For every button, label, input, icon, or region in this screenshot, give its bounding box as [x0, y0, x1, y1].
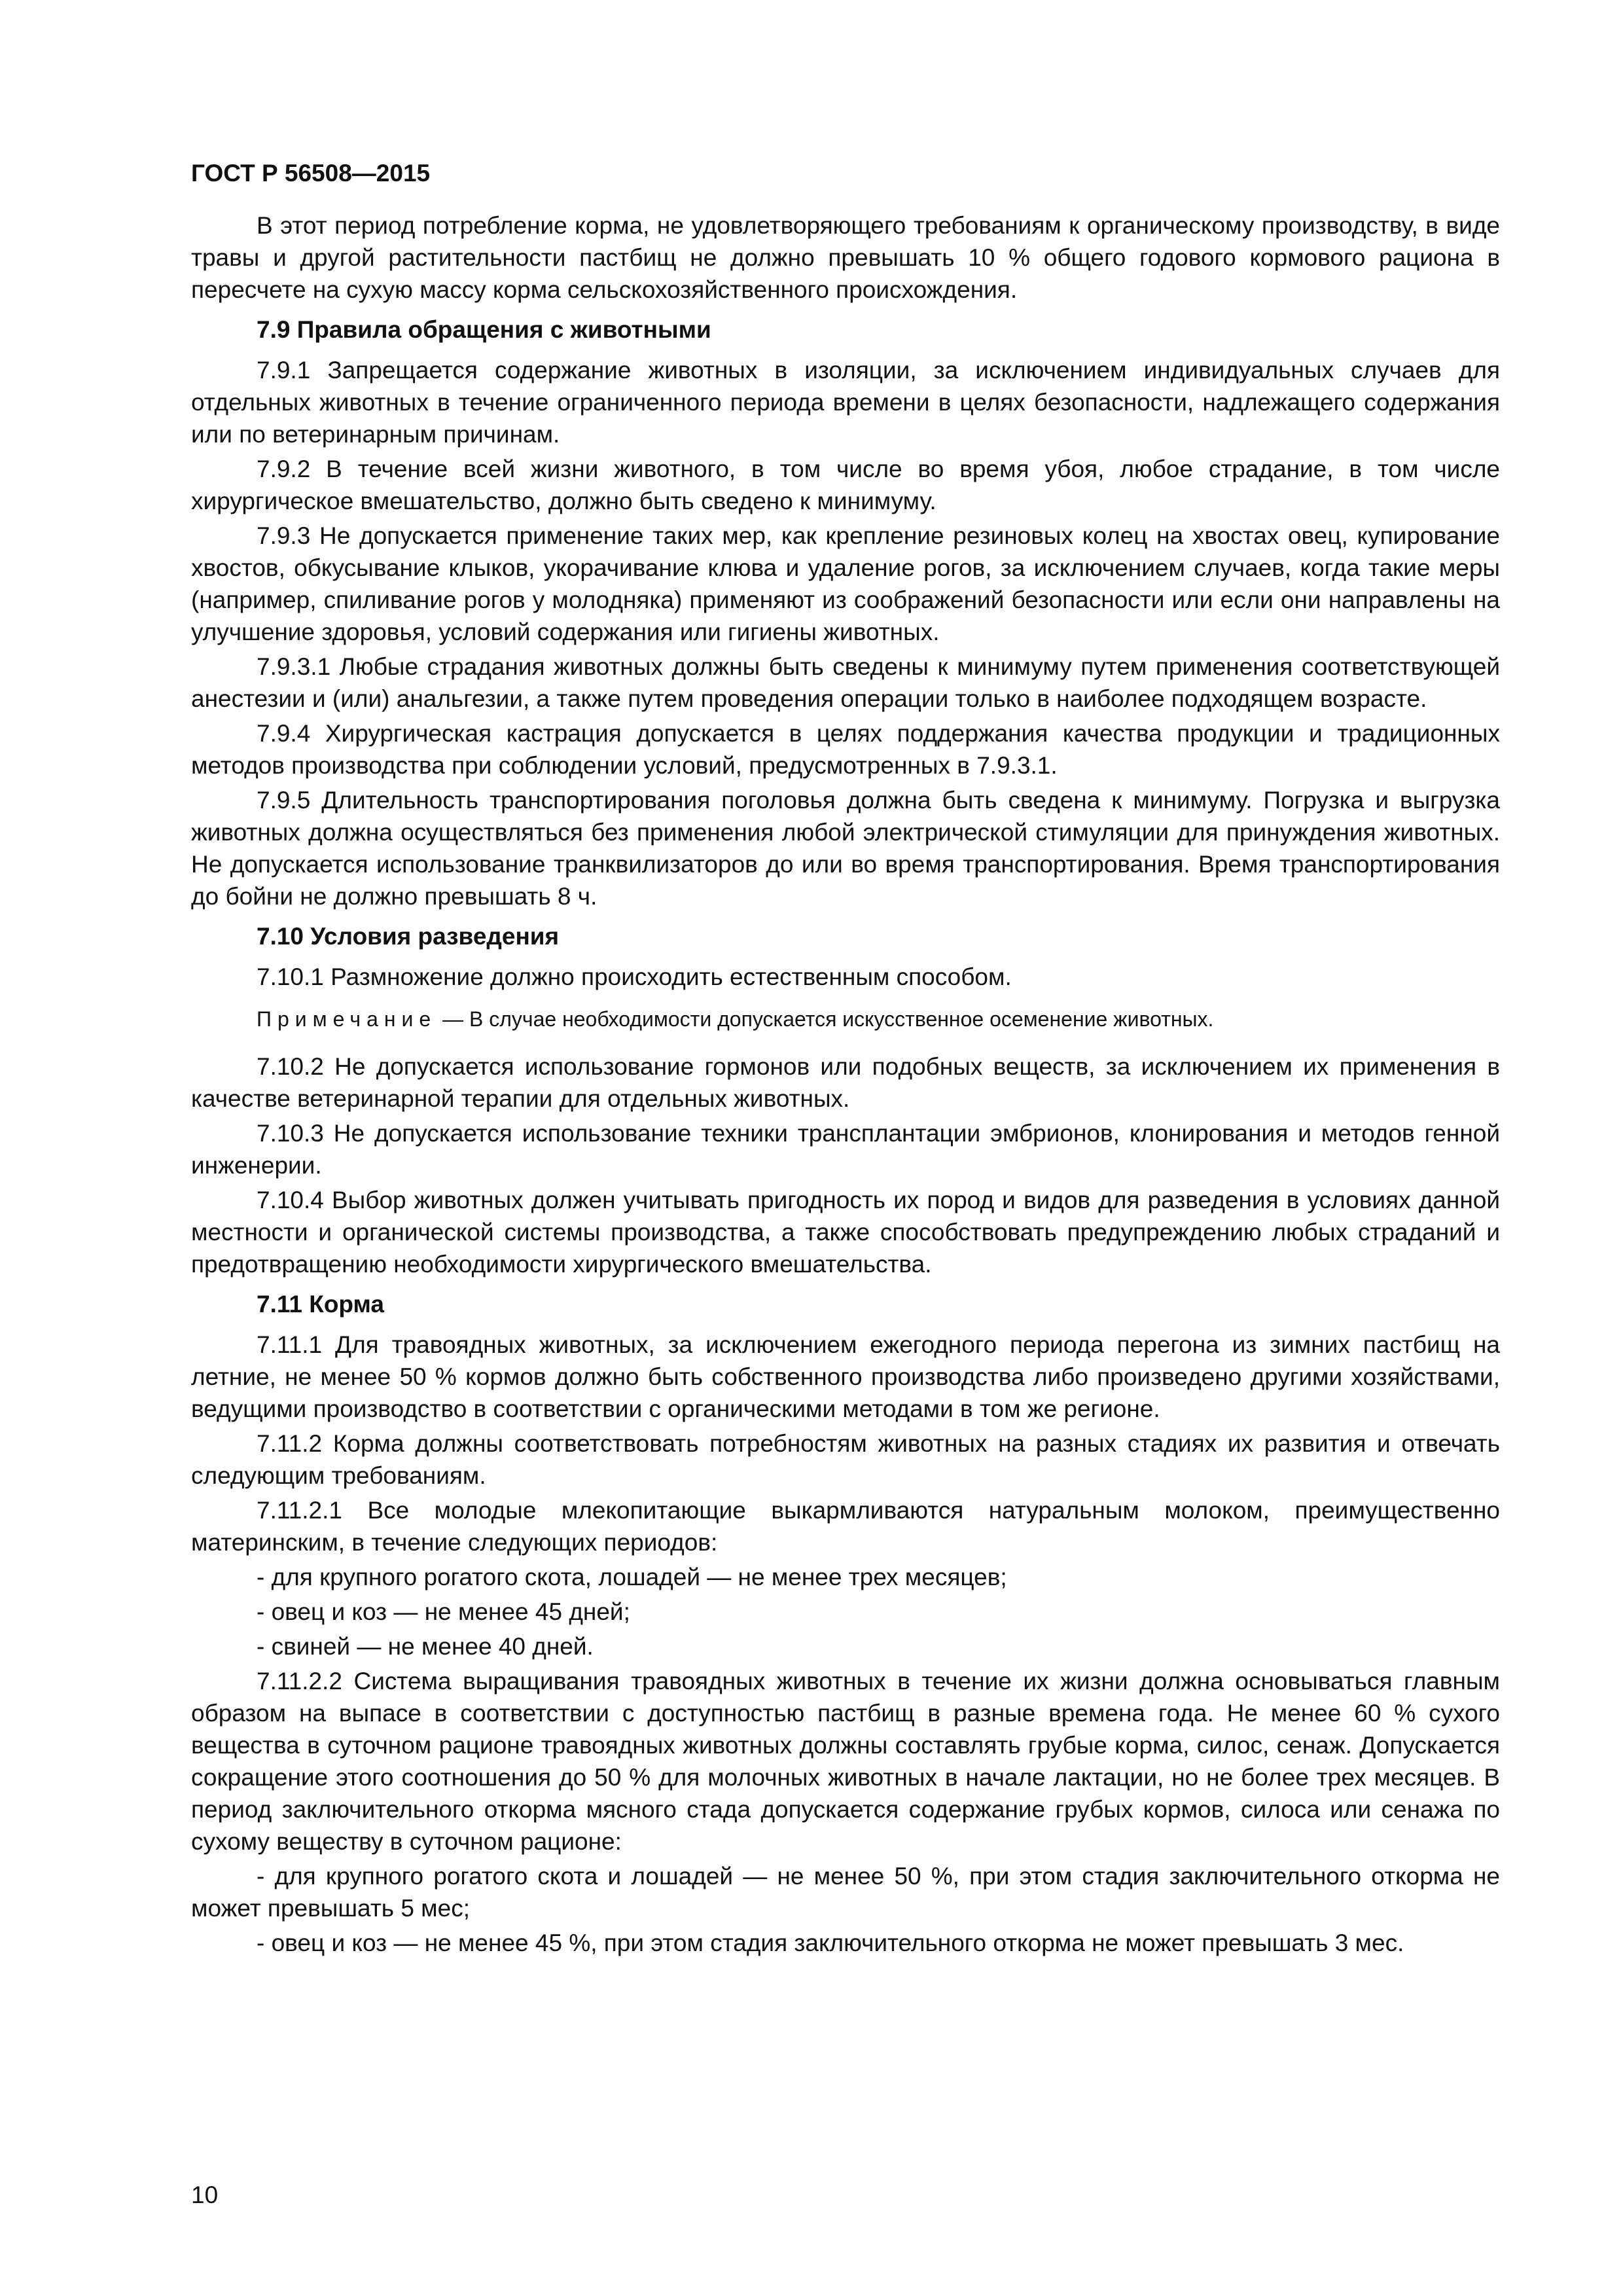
list-item: - свиней — не менее 40 дней. — [257, 1633, 594, 1660]
list-item: - овец и коз — не менее 45 дней; — [257, 1598, 630, 1625]
note-label: Примечание — [257, 1007, 437, 1031]
paragraph-7-10-2: 7.10.2 Не допускается использование гормонов или подобных веществ, за исключением их применения в качестве ветеринарной терапии для отдельных животных. — [191, 1053, 1500, 1112]
paragraph-7-11-2: 7.11.2 Корма должны соответствовать потребностям животных на разных стадиях их развития и отвечать следующим требованиям. — [191, 1430, 1500, 1489]
document-page — [191, 157, 1500, 1962]
list-item: - для крупного рогатого скота, лошадей — не менее трех месяцев; — [257, 1564, 1007, 1590]
section-7-11-heading: 7.11 Корма — [257, 1291, 385, 1318]
note-text: — В случае необходимости допускается искусственное осеменение животных. — [437, 1007, 1214, 1031]
paragraph-7-10-1: 7.10.1 Размножение должно происходить естественным способом. — [257, 963, 1012, 990]
document-code-header: ГОСТ Р 56508—2015 — [191, 160, 431, 187]
paragraph-7-11-2-2: 7.11.2.2 Система выращивания травоядных животных в течение их жизни должна основываться главным образом на выпасе в соответствии с доступностью пастбищ в разные времена года. Не менее 60 % сухого вещества в суточном рационе травоядных животных должны составлять грубые корма, силос, сенаж. Допускается сокращение этого соотношения до 50 % для молочных животных в начале лактации, но не более трех месяцев. В период заключительного откорма мясного стада допускается содержание грубых кормов, силоса или сенажа по сухому веществу в суточном рационе: — [191, 1668, 1500, 1855]
paragraph-7-11-1: 7.11.1 Для травоядных животных, за исключением ежегодного периода перегона из зимних пастбищ на летние, не менее 50 % кормов должно быть собственного производства либо произведено другими хозяйствами, ведущими производство в соответствии с органическими методами в том же регионе. — [191, 1331, 1500, 1422]
paragraph-7-10-4: 7.10.4 Выбор животных должен учитывать пригодность их пород и видов для разведения в условиях данной местности и органической системы производства, а также способствовать предупреждению любых страданий и предотвращению необходимости хирургического вмешательства. — [191, 1187, 1500, 1278]
list-item: - для крупного рогатого скота и лошадей — не менее 50 %, при этом стадия заключительного откорма не может превышать 5 мес; — [191, 1863, 1500, 1922]
note — [257, 1003, 1500, 1035]
paragraph-7-9-3-1: 7.9.3.1 Любые страдания животных должны быть сведены к минимуму путем применения соответствующей анестезии и (или) анальгезии, а также путем проведения операции только в наиболее подходящем возрасте. — [191, 653, 1500, 712]
section-7-9-heading: 7.9 Правила обращения с животными — [257, 316, 711, 343]
list-item: - овец и коз — не менее 45 %, при этом стадия заключительного откорма не может превышать 3 мес. — [257, 1929, 1404, 1956]
paragraph-7-9-4: 7.9.4 Хирургическая кастрация допускается в целях поддержания качества продукции и традиционных методов производства при соблюдении условий, предусмотренных в 7.9.3.1. — [191, 720, 1500, 779]
section-7-10-heading: 7.10 Условия разведения — [257, 923, 560, 950]
page-number: 10 — [191, 2181, 219, 2208]
paragraph-7-10-3: 7.10.3 Не допускается использование техники трансплантации эмбрионов, клонирования и методов генной инженерии. — [191, 1120, 1500, 1179]
paragraph-7-9-5: 7.9.5 Длительность транспортирования поголовья должна быть сведена к минимуму. Погрузка и выгрузка животных должна осуществляться без применения любой электрической стимуляции для принуждения животных. Не допускается использование транквилизаторов до или во время транспортирования. Время транспортирования до бойни не должно превышать 8 ч. — [191, 787, 1500, 910]
paragraph-7-11-2-1: 7.11.2.1 Все молодые млекопитающие выкармливаются натуральным молоком, преимущественно материнским, в течение следующих периодов: — [191, 1497, 1500, 1556]
paragraph-7-9-2: 7.9.2 В течение всей жизни животного, в том числе во время убоя, любое страдание, в том числе хирургическое вмешательство, должно быть сведено к минимуму. — [191, 456, 1500, 514]
paragraph-7-9-3: 7.9.3 Не допускается применение таких мер, как крепление резиновых колец на хвостах овец, купирование хвостов, обкусывание клыков, укорачивание клюва и удаление рогов, за исключением случаев, когда такие меры (например, спиливание рогов у молодняка) применяют из соображений безопасности или если они направлены на улучшение здоровья, условий содержания или гигиены животных. — [191, 522, 1500, 645]
intro-paragraph: В этот период потребление корма, не удовлетворяющего требованиям к органическому производству, в виде травы и другой растительности пастбищ не должно превышать 10 % общего годового кормового рациона в пересчете на сухую массу корма сельскохозяйственного происхождения. — [191, 212, 1500, 303]
paragraph-7-9-1: 7.9.1 Запрещается содержание животных в изоляции, за исключением индивидуальных случаев для отдельных животных в течение ограниченного периода времени в целях безопасности, надлежащего содержания или по ветеринарным причинам. — [191, 357, 1500, 448]
